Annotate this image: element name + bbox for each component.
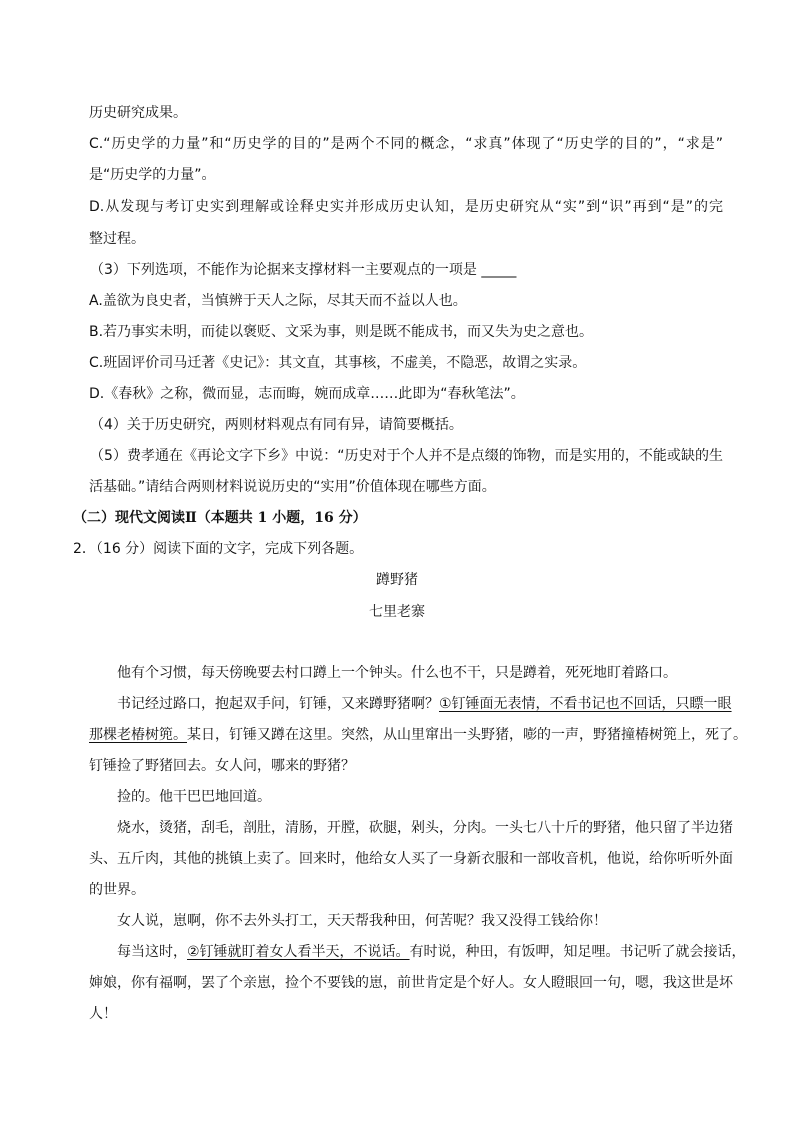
text-segment: 某日，钉锤又蹲在这里。突然，从山里窜出一头野猪，嘭的一声，野猪撞椿树篼上，死了。 — [187, 727, 747, 743]
story-author: 七里老寨 — [369, 604, 425, 620]
paragraph-line: 钉锤捡了野猪回去。女人问，哪来的野猪？ — [89, 758, 355, 774]
paragraph-line: 女人说，崽啊，你不去外头打工，天天帮我种田，何苦呢？我又没得工钱给你！ — [117, 913, 607, 929]
option-c: C.班固评价司马迁著《史记》：其文直，其事核，不虚美，不隐恶，故谓之实录。 — [89, 355, 587, 371]
underlined-sentence-1: ①钉锤面无表情，不看书记也不回话，只瞟一眼 — [439, 696, 732, 712]
option-b: B.若乃事实未明，而徒以褒贬、文采为事，则是既不能成书，而又失为史之意也。 — [89, 324, 594, 340]
text-segment: 有时说，种田，有饭呷，知足哩。书记听了就会接话， — [409, 944, 746, 960]
paragraph-line: 人！ — [89, 1006, 117, 1022]
option-d-line: D.从发现与考订史实到理解或诠释史实并形成历史认知，是历史研究从“实”到“识”再到“是”的完 — [89, 199, 723, 215]
paragraph-line: 捡的。他干巴巴地回道。 — [117, 789, 271, 805]
underlined-sentence-1-end: 那棵老椿树篼。 — [89, 727, 187, 743]
text-line: 是“历史学的力量”。 — [89, 167, 216, 183]
paragraph-line: 婶娘，你有福啊，罢了个亲崽，捡个不要钱的崽，前世肯定是个好人。女人瞪眼回一句，嗯，我这世是坏 — [89, 975, 733, 991]
paragraph-line: 他有个习惯，每天傍晚要去村口蹲上一个钟头。什么也不干，只是蹲着，死死地盯着路口。 — [117, 665, 677, 681]
paragraph-line — [117, 694, 732, 714]
paragraph-line: 头、五斤肉，其他的挑镇上卖了。回来时，他给女人买了一身新衣服和一部收音机，他说，给你听听外面 — [89, 851, 733, 867]
question-5: （5）费孝通在《再论文字下乡》中说：“历史对于个人并不是点缀的饰物，而是实用的，不能或缺的生 — [90, 448, 723, 464]
option-d: D.《春秋》之称，微而显，志而晦，婉而成章……此即为“春秋笔法”。 — [89, 386, 525, 402]
option-a: A.盖欲为良史者，当慎辨于天人之际，尽其天而不益以人也。 — [89, 293, 467, 309]
option-c-line: C.“历史学的力量”和“历史学的目的”是两个不同的概念，“求真”体现了“历史学的目的”，“求是” — [89, 136, 723, 152]
paragraph-line: 烧水，烫猪，刮毛，剖肚，清肠，开膛，砍腿，剁头，分肉。一头七八十斤的野猪，他只留了半边猪 — [117, 820, 733, 836]
text-line: 活基础。”请结合两则材料说说历史的“实用”价值体现在哪些方面。 — [89, 479, 496, 495]
question-3: （3）下列选项，不能作为论据来支撑材料一主要观点的一项是 _____ — [90, 262, 517, 278]
section-heading: （二）现代文阅读Ⅱ（本题共 1 小题，16 分） — [73, 510, 367, 526]
question-2-stem: 2．（16 分）阅读下面的文字，完成下列各题。 — [73, 541, 364, 557]
paragraph-line — [117, 942, 746, 962]
text-segment: 书记经过路口，抱起双手问，钉锤，又来蹲野猪啊？ — [117, 696, 439, 712]
paragraph-line — [89, 725, 747, 745]
question-4: （4）关于历史研究，两则材料观点有同有异，请简要概括。 — [90, 417, 463, 433]
story-title: 蹲野猪 — [376, 572, 418, 588]
underlined-sentence-2: ②钉锤就盯着女人看半天，不说话。 — [187, 944, 410, 960]
paragraph-line: 的世界。 — [89, 882, 145, 898]
text-line: 整过程。 — [89, 231, 145, 247]
text-segment: 每当这时， — [117, 944, 187, 960]
text-line: 历史研究成果。 — [89, 105, 187, 121]
